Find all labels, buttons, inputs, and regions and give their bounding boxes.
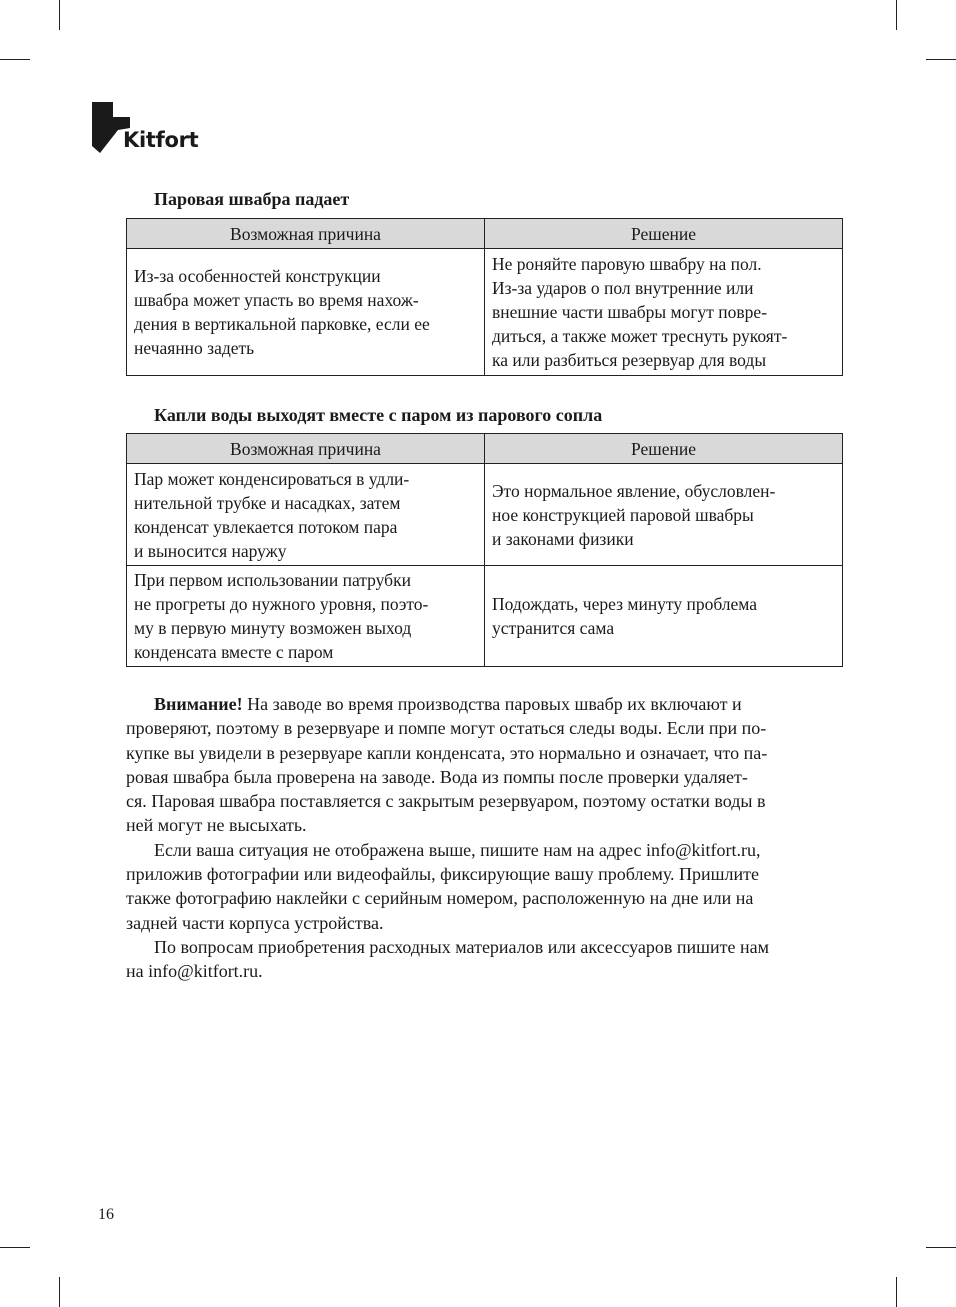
cause-cell: Пар может конденсироваться в удли- нительной трубке и насадках, затем конденсат увлекается потоком пара и выносится наружу	[127, 464, 485, 566]
header-solution: Решение	[485, 219, 843, 249]
crop-mark	[896, 0, 897, 30]
section-title: Паровая швабра падает	[154, 189, 350, 209]
page-number: 16	[98, 1206, 114, 1223]
cause-cell: Из-за особенностей конструкции швабра может упасть во время нахож- дения в вертикальной парковке, если ее нечаянно задеть	[127, 249, 485, 376]
supplies-paragraph: По вопросам приобретения расходных материалов или аксессуаров пишите нам на info@kitfort.ru.	[126, 936, 769, 982]
header-cause: Возможная причина	[127, 219, 485, 249]
cause-cell: При первом использовании патрубки не прогреты до нужного уровня, поэто- му в первую минуту возможен выход конденсата вместе с паром	[127, 566, 485, 667]
troubleshooting-table	[126, 433, 843, 667]
header-solution: Решение	[485, 434, 843, 464]
crop-mark	[896, 1277, 897, 1307]
notes-block	[126, 692, 842, 984]
attention-paragraph: Внимание! На заводе во время производства паровых швабр их включают и проверяют, поэтому в резервуаре и помпе могут остаться следы воды. Если при по- купке вы увидели в резервуаре капли конденсата, это нормально и означает, что па- ровая швабра была проверена на заводе. Вода из помпы после проверки удаляет- ся. Паровая швабра поставляется с закрытым резервуаром, поэтому остатки воды в ней могут не высыхать.	[126, 694, 768, 836]
table-row	[127, 249, 843, 376]
table-row	[127, 566, 843, 667]
troubleshooting-table	[126, 218, 843, 376]
crop-mark	[59, 0, 60, 30]
contact-paragraph: Если ваша ситуация не отображена выше, пишите нам на адрес info@kitfort.ru, приложив фотографии или видеофайлы, фиксирующие вашу проблему. Пришлите также фотографию наклейки с серийным номером, расположенную на дне или на задней части корпуса устройства.	[126, 839, 761, 933]
crop-mark	[0, 1247, 30, 1248]
solution-cell: Не роняйте паровую швабру на пол. Из-за ударов о пол внутренние или внешние части швабры могут повре- диться, а также может треснуть рукоят- ка или разбиться резервуар для воды	[485, 249, 843, 376]
solution-cell: Подождать, через минуту проблема устранится сама	[485, 566, 843, 667]
attention-label: Внимание!	[154, 694, 243, 714]
crop-mark	[926, 59, 956, 60]
solution-cell: Это нормальное явление, обусловлен- ное конструкцией паровой швабры и законами физики	[485, 464, 843, 566]
crop-mark	[0, 59, 30, 60]
section-title: Капли воды выходят вместе с паром из парового сопла	[154, 405, 603, 425]
brand-name: Kitfort	[123, 128, 199, 152]
crop-mark	[59, 1277, 60, 1307]
table-row	[127, 464, 843, 566]
header-cause: Возможная причина	[127, 434, 485, 464]
crop-mark	[926, 1247, 956, 1248]
